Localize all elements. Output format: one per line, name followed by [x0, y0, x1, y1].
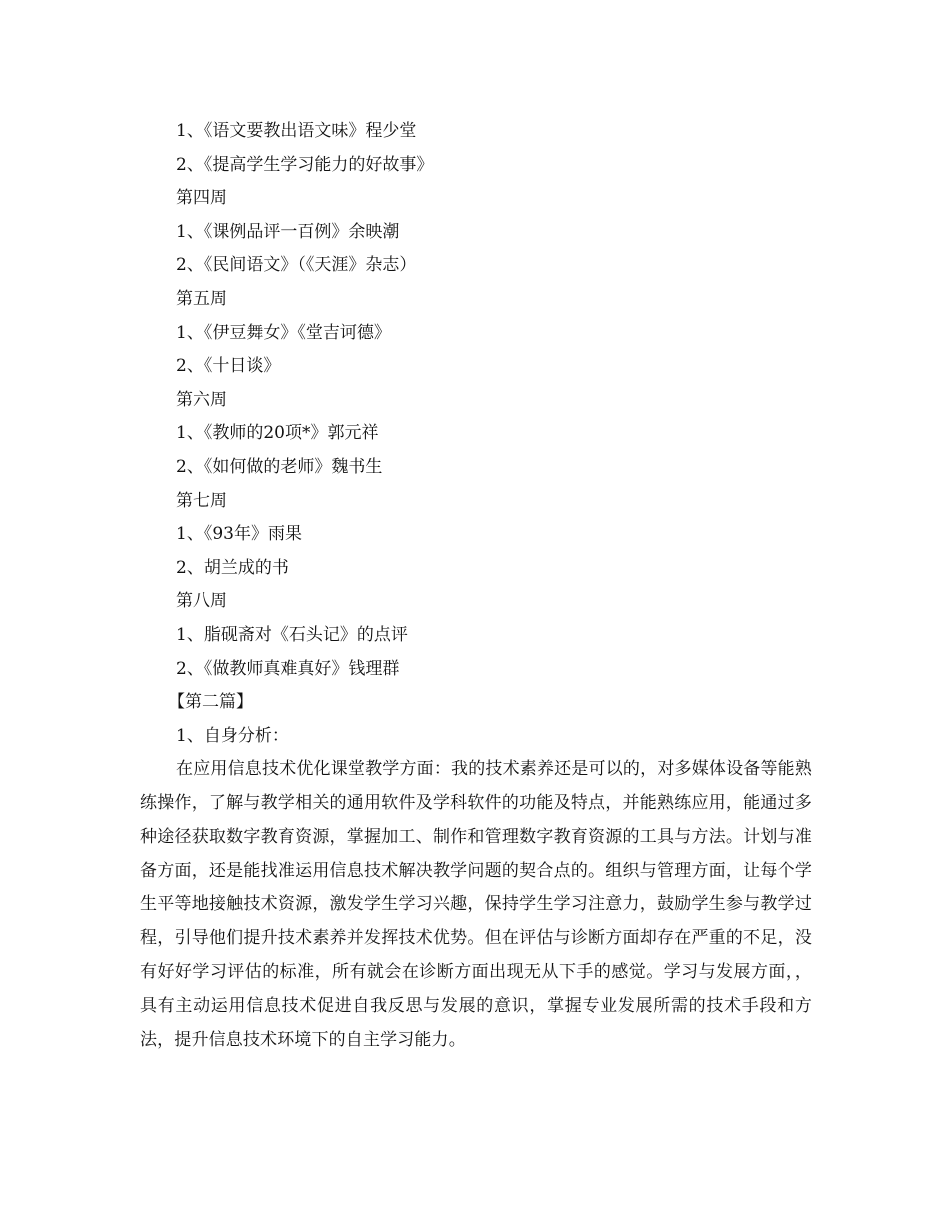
reading-item: 2、《做教师真难真好》钱理群: [176, 658, 400, 679]
reading-item: 2、胡兰成的书: [176, 557, 289, 578]
week-heading: 第四周: [176, 188, 227, 209]
reading-item: 1、《93年》雨果: [176, 524, 302, 545]
subheading: 1、自身分析：: [176, 725, 289, 746]
reading-item: 2、《十日谈》: [176, 356, 281, 377]
week-heading: 第六周: [176, 389, 227, 410]
reading-item: 2、《提高学生学习能力的好故事》: [176, 154, 434, 175]
reading-item: 1、《伊豆舞女》《堂吉诃德》: [176, 322, 391, 343]
week-heading: 第八周: [176, 591, 227, 612]
reading-item: 1、《课例品评一百例》余映潮: [176, 221, 400, 242]
week-heading: 第七周: [176, 490, 227, 511]
reading-item: 1、《语文要教出语文味》程少堂: [176, 121, 417, 141]
reading-item: 1、脂砚斋对《石头记》的点评: [176, 624, 408, 645]
body-paragraph: 在应用信息技术优化课堂教学方面：我的技术素养还是可以的，对多媒体设备等能熟练操作，了解与教学相关的通用软件及学科软件的功能及特点，并能熟练应用，能通过多种途径获取数字教育资源，掌握加工、制作和管理数字教育资源的工具与方法。计划与准备方面，还是能找准运用信息技术解决教学问题的契合点的。组织与管理方面，让每个学生平等地接触技术资源，激发学生学习兴趣，保持学生学习注意力，鼓励学生参与教学过程，引导他们提升技术素养并发挥技术优势。但在评估与诊断方面却存在严重的不足，没有好好学习评估的标准，所有就会在诊断方面出现无从下手的感觉。学习与发展方面，，具有主动运用信息技术促进自我反思与发展的意识，掌握专业发展所需的技术手段和方法，提升信息技术环境下的自主学习能力。: [140, 759, 812, 1050]
reading-item: 1、《教师的20项*》郭元祥: [176, 423, 379, 444]
reading-item: 2、《如何做的老师》魏书生: [176, 456, 383, 477]
document-body: [140, 115, 820, 1057]
section-heading: 【第二篇】: [168, 692, 253, 713]
reading-item: 2、《民间语文》（《天涯》杂志）: [176, 255, 417, 276]
week-heading: 第五周: [176, 288, 227, 309]
